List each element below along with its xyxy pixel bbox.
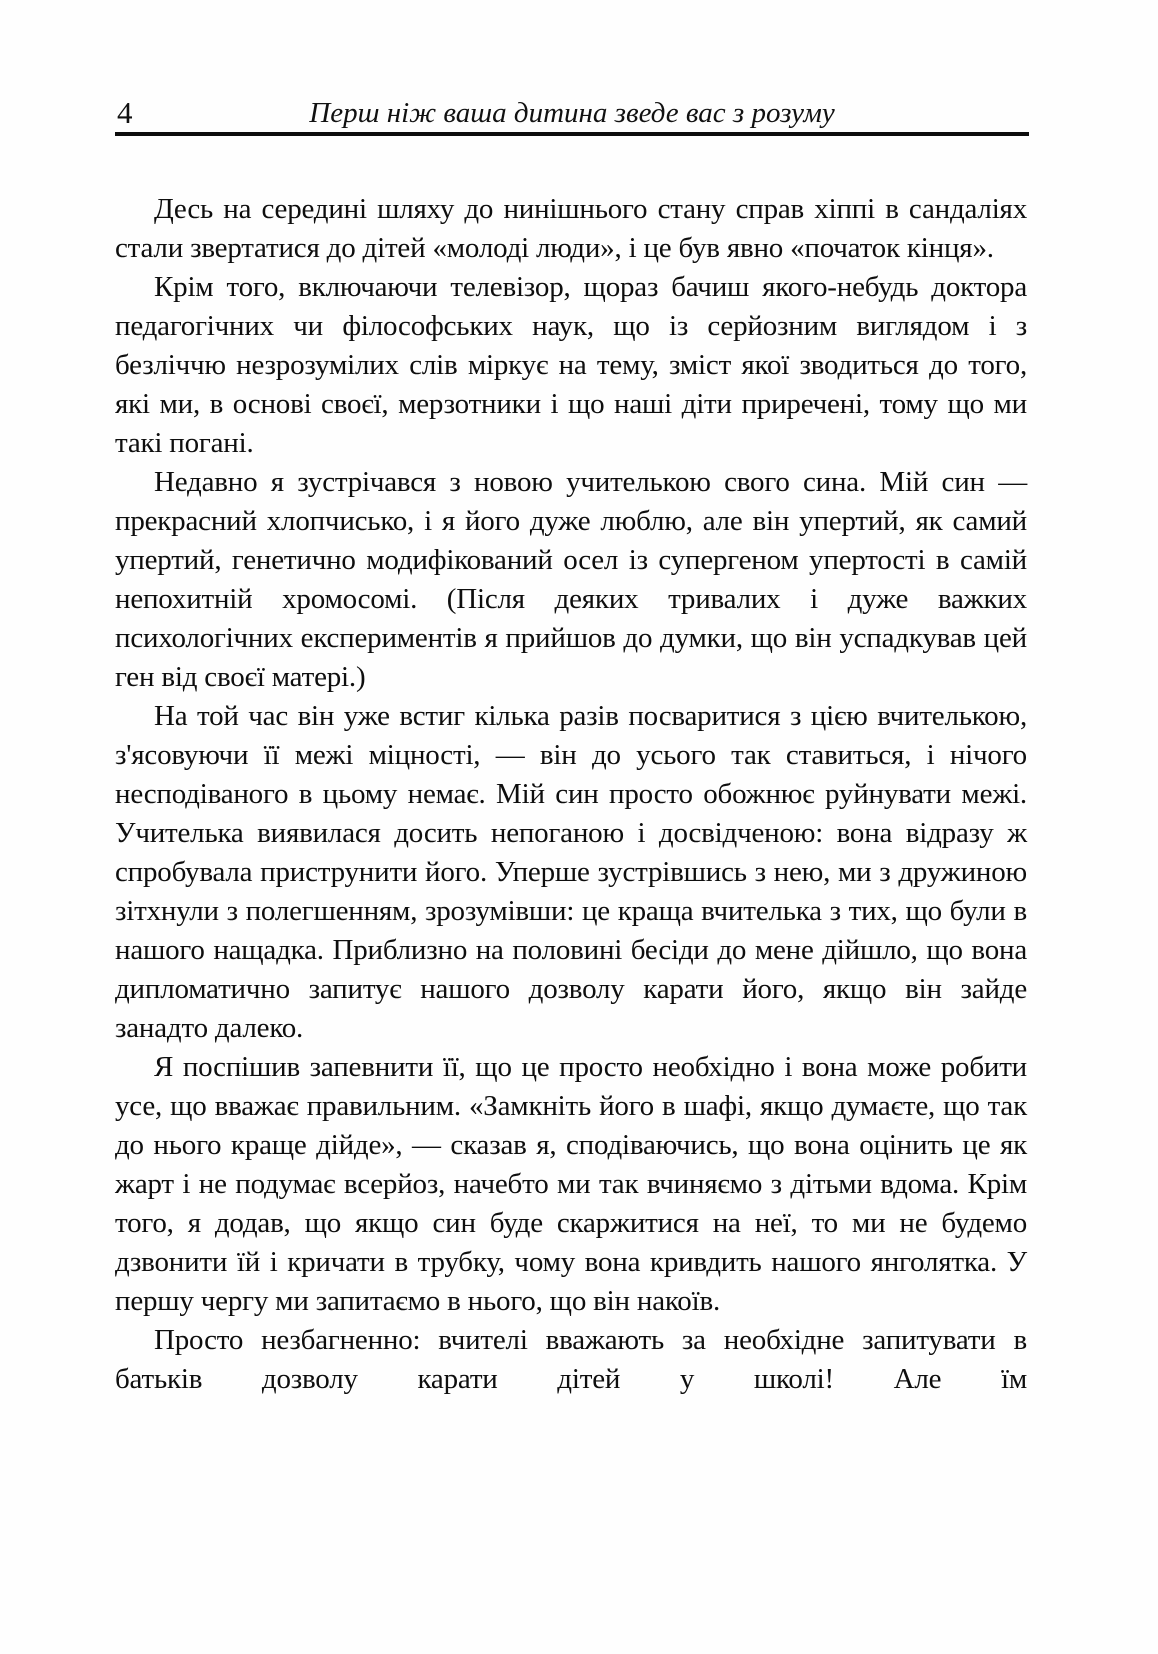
- page-header: [115, 86, 1029, 136]
- paragraph: Крім того, включаючи телевізор, щораз бачиш якого-небудь доктора педагогічних чи філософських наук, що із серйозним виглядом і з безліччю незрозумілих слів міркує на тему, зміст якої зводиться до того, які ми, в основі своєї, мерзотники і що наші діти приречені, тому що ми такі погані.: [115, 271, 1027, 459]
- running-title: Перш ніж ваша дитина зведе вас з розуму: [309, 97, 835, 129]
- page-number: 4: [117, 95, 133, 130]
- paragraph: Недавно я зустрічався з новою учителькою свого сина. Мій син — прекрасний хлопчисько, і я його дуже люблю, але він упертий, як самий упертий, генетично модифікований осел із супергеном упертості в самій непохитній хромосомі. (Після деяких тривалих і дуже важких психологічних експериментів я прийшов до думки, що він успадкував цей ген від своєї матері.): [115, 466, 1027, 693]
- paragraph: Я поспішив запевнити її, що це просто необхідно і вона може робити усе, що вважає правильним. «Замкніть його в шафі, якщо думаєте, що так до нього краще дійде», — сказав я, сподіваючись, що вона оцінить це як жарт і не подумає всерйоз, начебто ми так вчиняємо з дітьми вдома. Крім того, я додав, що якщо син буде скаржитися на неї, то ми не будемо дзвонити їй і кричати в трубку, чому вона кривдить нашого янголятка. У першу чергу ми запитаємо в нього, що він накоїв.: [115, 1051, 1027, 1317]
- paragraph: Просто незбагненно: вчителі вважають за необхідне запитувати в батьків дозволу карати дітей у школі! Але їм: [115, 1324, 1027, 1395]
- header-rule: [115, 132, 1029, 136]
- body-text: [115, 190, 1027, 1399]
- paragraph: Десь на середині шляху до нинішнього стану справ хіппі в сандаліях стали звертатися до дітей «молоді люди», і це був явно «початок кінця».: [115, 193, 1027, 264]
- paragraph: На той час він уже встиг кілька разів посваритися з цією вчителькою, з'ясовуючи її межі міцності, — він до усього так ставиться, і нічого несподіваного в цьому немає. Мій син просто обожнює руйнувати межі. Учителька виявилася досить непоганою і досвідченою: вона відразу ж спробувала приструнити його. Уперше зустрівшись з нею, ми з дружиною зітхнули з полегшенням, зрозумівши: це краща вчителька з тих, що були в нашого нащадка. Приблизно на половині бесіди до мене дійшло, що вона дипломатично запитує нашого дозволу карати його, якщо він зайде занадто далеко.: [115, 700, 1027, 1044]
